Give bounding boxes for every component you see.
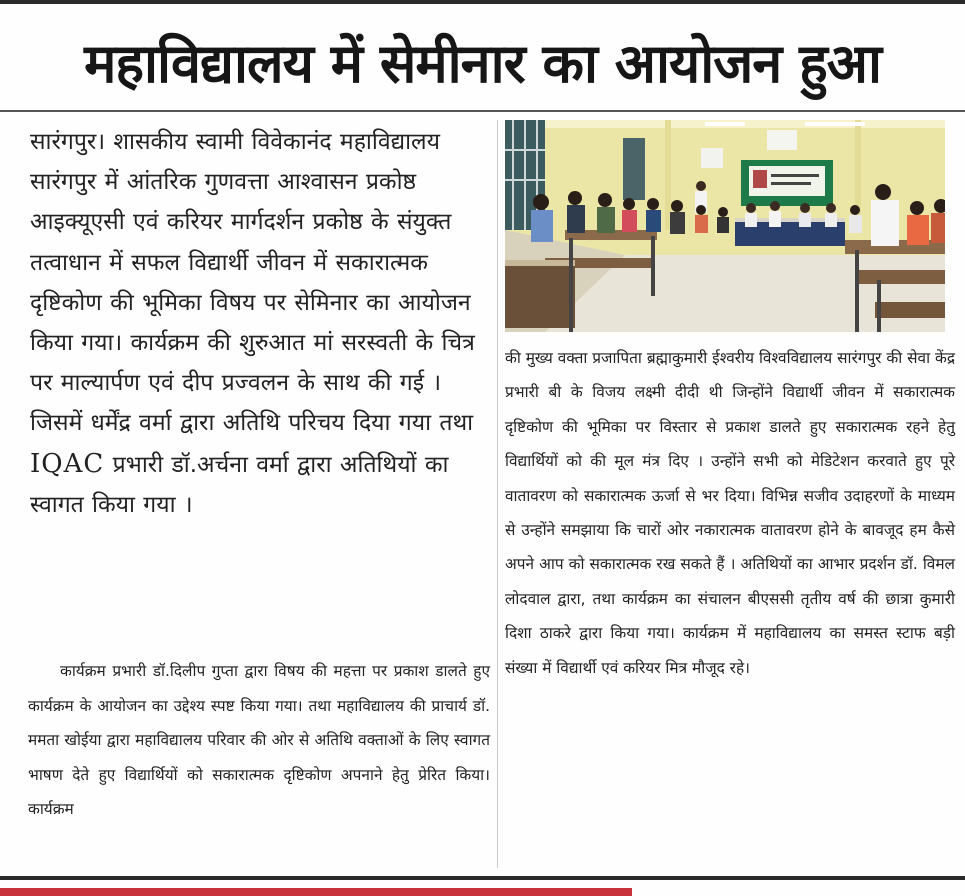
- lead-paragraph: [30, 122, 490, 525]
- lead-iqac: IQAC: [30, 448, 105, 479]
- top-rule: [0, 0, 965, 4]
- seminar-photo-illustration: [505, 120, 945, 332]
- headline-rule: [0, 110, 965, 112]
- seminar-photo: [505, 120, 945, 332]
- body-paragraph-left: कार्यक्रम प्रभारी डॉ.दिलीप गुप्ता द्वारा विषय की महत्ता पर प्रकाश डालते हुए कार्यक्रम के आयोजन का उद्देश्य स्पष्ट किया गया। तथा महाविद्यालय की प्राचार्य डॉ. ममता खोईया द्वारा महाविद्यालय परिवार की ओर से अतिथि वक्ताओं के लिए स्वागत भाषण देते हुए विद्यार्थियों को सकारात्मक दृष्टिकोण अपनाने हेतु प्रेरित किया। कार्यक्रम: [28, 662, 490, 819]
- body-paragraph-right: की मुख्य वक्ता प्रजापिता ब्रह्माकुमारी ईश्वरीय विश्वविद्यालय सारंगपुर की सेवा केंद्र प्रभारी बी के विजय लक्ष्मी दीदी थी जिन्होंने विद्यार्थी जीवन में सकारात्मक दृष्टिकोण की भूमिका पर विस्तार से प्रकाश डालते हुए सकारात्मक रहने हेतु विद्यार्थियों को की मूल मंत्र दिए । उन्होंने सभी को मेडिटेशन करवाते हुए पूरे वातावरण को सकारात्मक ऊर्जा से भर दिया। विभिन्न सजीव उदाहरणों के माध्यम से उन्होंने समझाया कि चारों ओर नकारात्मक वातावरण होने के बावजूद हम कैसे अपने आप को सकारात्मक रख सकते हैं । अतिथियों का आभार प्रदर्शन डॉ. विमल लोदवाल द्वारा, तथा कार्यक्रम का संचालन बीएससी तृतीय वर्ष की छात्रा कुमारी दिशा ठाकरे द्वारा किया गया। कार्यक्रम में महाविद्यालय का समस्त स्टाफ बड़ी संख्या में विद्यार्थी एवं करियर मित्र मौजूद रहे।: [505, 349, 955, 677]
- headline: महाविद्यालय में सेमीनार का आयोजन हुआ: [84, 32, 881, 95]
- lead-text-part-1: सारंगपुर। शासकीय स्वामी विवेकानंद महाविद्यालय सारंगपुर में आंतरिक गुणवत्ता आश्वासन प्रकोष्ठ आइक्यूएसी एवं करियर मार्गदर्शन प्रकोष्ठ के संयुक्त तत्वाधान में सफल विद्यार्थी जीवन में सकारात्मक दृष्टिकोण की भूमिका विषय पर सेमिनार का आयोजन किया गया। कार्यक्रम की शुरुआत मां सरस्वती के चित्र पर माल्यार्पण एवं दीप प्रज्वलन के साथ की गई । जिसमें धर्मेंद्र वर्मा द्वारा अतिथि परिचय दिया गया तथा: [30, 129, 475, 437]
- lead-text-part-2: प्रभारी डॉ.अर्चना वर्मा द्वारा अतिथियों का स्वागत किया गया ।: [30, 451, 449, 518]
- bottom-accent-bar: [0, 888, 632, 896]
- bottom-rule: [0, 876, 965, 880]
- column-divider: [497, 120, 498, 868]
